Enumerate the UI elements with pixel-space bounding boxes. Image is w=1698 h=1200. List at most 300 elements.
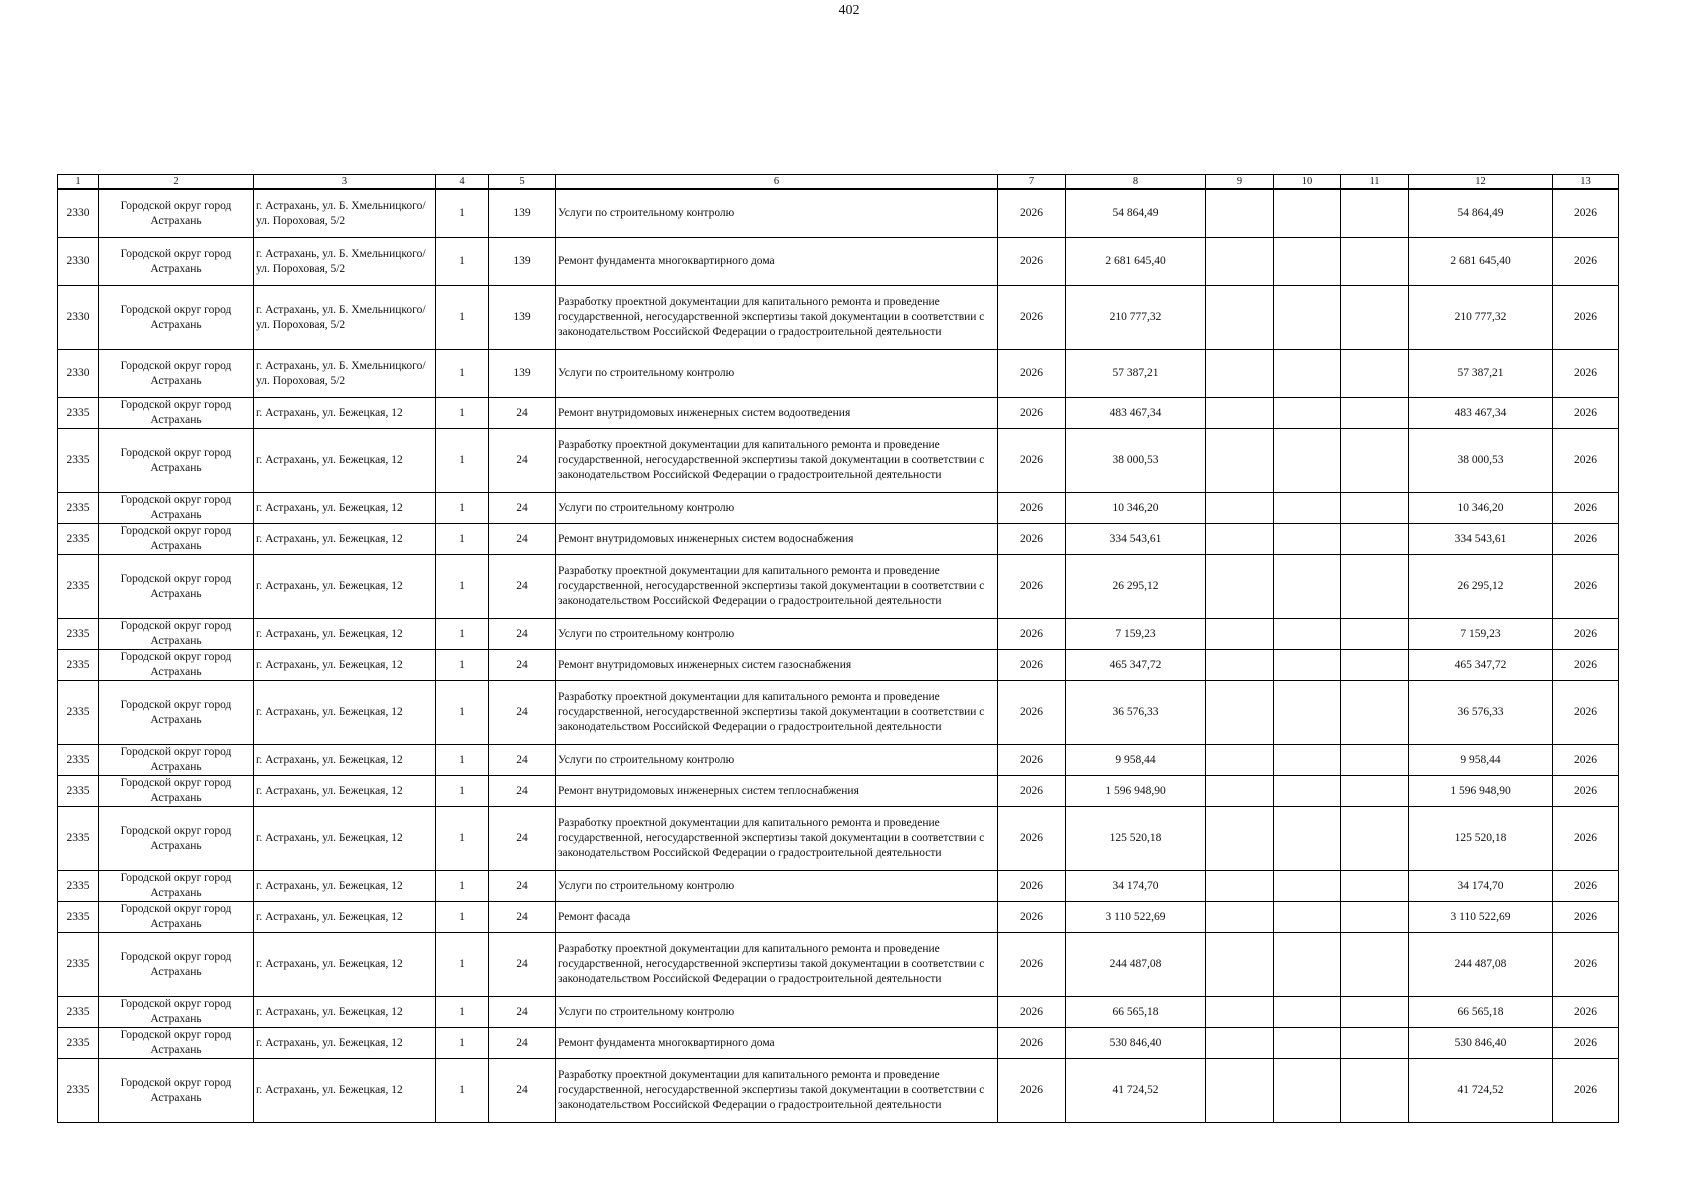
- year-cell: 2026: [998, 1059, 1066, 1123]
- col9-cell: [1206, 997, 1274, 1028]
- cost-cell: 9 958,44: [1066, 745, 1206, 776]
- col5-cell: 24: [489, 493, 556, 524]
- column-header-5: 5: [489, 175, 556, 190]
- municipality-cell: Городской округ город Астрахань: [99, 493, 254, 524]
- completion-year-cell: 2026: [1553, 871, 1619, 902]
- table-row: [58, 997, 1619, 1028]
- row-number-cell: 2335: [58, 1059, 99, 1123]
- work-type-cell: Разработку проектной документации для капитального ремонта и проведение государственной, негосударственной экспертизы такой документации в соответствии с законодательством Российской Федерации о градостроительной деятельности: [556, 1059, 998, 1123]
- table-row: [58, 429, 1619, 493]
- work-type-cell: Разработку проектной документации для капитального ремонта и проведение государственной, негосударственной экспертизы такой документации в соответствии с законодательством Российской Федерации о градостроительной деятельности: [556, 555, 998, 619]
- address-cell: г. Астрахань, ул. Бежецкая, 12: [254, 1028, 436, 1059]
- address-cell: г. Астрахань, ул. Бежецкая, 12: [254, 619, 436, 650]
- col9-cell: [1206, 807, 1274, 871]
- completion-year-cell: 2026: [1553, 524, 1619, 555]
- municipality-cell: Городской округ город Астрахань: [99, 555, 254, 619]
- col10-cell: [1274, 429, 1341, 493]
- col9-cell: [1206, 1028, 1274, 1059]
- table-header: [58, 175, 1619, 190]
- col11-cell: [1341, 776, 1409, 807]
- year-cell: 2026: [998, 997, 1066, 1028]
- col4-cell: 1: [436, 189, 489, 238]
- col5-cell: 139: [489, 286, 556, 350]
- address-cell: г. Астрахань, ул. Б. Хмельницкого/ ул. Пороховая, 5/2: [254, 238, 436, 286]
- cost-cell: 66 565,18: [1066, 997, 1206, 1028]
- completion-year-cell: 2026: [1553, 398, 1619, 429]
- col11-cell: [1341, 189, 1409, 238]
- column-header-9: 9: [1206, 175, 1274, 190]
- year-cell: 2026: [998, 933, 1066, 997]
- col9-cell: [1206, 189, 1274, 238]
- completion-year-cell: 2026: [1553, 650, 1619, 681]
- col10-cell: [1274, 1028, 1341, 1059]
- row-number-cell: 2335: [58, 493, 99, 524]
- municipality-cell: Городской округ город Астрахань: [99, 650, 254, 681]
- work-type-cell: Разработку проектной документации для капитального ремонта и проведение государственной, негосударственной экспертизы такой документации в соответствии с законодательством Российской Федерации о градостроительной деятельности: [556, 681, 998, 745]
- col5-cell: 139: [489, 238, 556, 286]
- col4-cell: 1: [436, 871, 489, 902]
- col4-cell: 1: [436, 650, 489, 681]
- total-cost-cell: 483 467,34: [1409, 398, 1553, 429]
- completion-year-cell: 2026: [1553, 429, 1619, 493]
- column-header-10: 10: [1274, 175, 1341, 190]
- table-row: [58, 398, 1619, 429]
- table-row: [58, 681, 1619, 745]
- work-type-cell: Услуги по строительному контролю: [556, 745, 998, 776]
- col9-cell: [1206, 555, 1274, 619]
- col11-cell: [1341, 350, 1409, 398]
- total-cost-cell: 465 347,72: [1409, 650, 1553, 681]
- work-type-cell: Услуги по строительному контролю: [556, 997, 998, 1028]
- col10-cell: [1274, 745, 1341, 776]
- completion-year-cell: 2026: [1553, 681, 1619, 745]
- table-row: [58, 238, 1619, 286]
- col10-cell: [1274, 493, 1341, 524]
- column-header-1: 1: [58, 175, 99, 190]
- address-cell: г. Астрахань, ул. Бежецкая, 12: [254, 1059, 436, 1123]
- municipality-cell: Городской округ город Астрахань: [99, 189, 254, 238]
- address-cell: г. Астрахань, ул. Бежецкая, 12: [254, 776, 436, 807]
- col5-cell: 24: [489, 398, 556, 429]
- column-header-13: 13: [1553, 175, 1619, 190]
- col5-cell: 24: [489, 1059, 556, 1123]
- cost-cell: 36 576,33: [1066, 681, 1206, 745]
- year-cell: 2026: [998, 238, 1066, 286]
- table-row: [58, 619, 1619, 650]
- cost-cell: 1 596 948,90: [1066, 776, 1206, 807]
- cost-cell: 2 681 645,40: [1066, 238, 1206, 286]
- col9-cell: [1206, 933, 1274, 997]
- year-cell: 2026: [998, 350, 1066, 398]
- row-number-cell: 2335: [58, 619, 99, 650]
- row-number-cell: 2335: [58, 807, 99, 871]
- col11-cell: [1341, 807, 1409, 871]
- col9-cell: [1206, 398, 1274, 429]
- col10-cell: [1274, 350, 1341, 398]
- col4-cell: 1: [436, 776, 489, 807]
- col10-cell: [1274, 807, 1341, 871]
- col4-cell: 1: [436, 1059, 489, 1123]
- col9-cell: [1206, 619, 1274, 650]
- capital-repair-table: [57, 174, 1619, 1123]
- year-cell: 2026: [998, 524, 1066, 555]
- address-cell: г. Астрахань, ул. Бежецкая, 12: [254, 429, 436, 493]
- column-header-6: 6: [556, 175, 998, 190]
- total-cost-cell: 57 387,21: [1409, 350, 1553, 398]
- total-cost-cell: 10 346,20: [1409, 493, 1553, 524]
- col4-cell: 1: [436, 902, 489, 933]
- year-cell: 2026: [998, 189, 1066, 238]
- total-cost-cell: 41 724,52: [1409, 1059, 1553, 1123]
- col5-cell: 24: [489, 650, 556, 681]
- col5-cell: 139: [489, 350, 556, 398]
- col10-cell: [1274, 398, 1341, 429]
- total-cost-cell: 530 846,40: [1409, 1028, 1553, 1059]
- col5-cell: 24: [489, 997, 556, 1028]
- table-row: [58, 776, 1619, 807]
- col9-cell: [1206, 776, 1274, 807]
- municipality-cell: Городской округ город Астрахань: [99, 1028, 254, 1059]
- col4-cell: 1: [436, 745, 489, 776]
- col11-cell: [1341, 238, 1409, 286]
- col5-cell: 24: [489, 745, 556, 776]
- table-row: [58, 933, 1619, 997]
- completion-year-cell: 2026: [1553, 350, 1619, 398]
- year-cell: 2026: [998, 776, 1066, 807]
- table-row: [58, 493, 1619, 524]
- row-number-cell: 2335: [58, 745, 99, 776]
- cost-cell: 465 347,72: [1066, 650, 1206, 681]
- municipality-cell: Городской округ город Астрахань: [99, 619, 254, 650]
- work-type-cell: Услуги по строительному контролю: [556, 619, 998, 650]
- table-row: [58, 650, 1619, 681]
- cost-cell: 7 159,23: [1066, 619, 1206, 650]
- col9-cell: [1206, 429, 1274, 493]
- col11-cell: [1341, 1028, 1409, 1059]
- col9-cell: [1206, 650, 1274, 681]
- work-type-cell: Ремонт внутридомовых инженерных систем водоотведения: [556, 398, 998, 429]
- address-cell: г. Астрахань, ул. Бежецкая, 12: [254, 871, 436, 902]
- work-type-cell: Ремонт фундамента многоквартирного дома: [556, 238, 998, 286]
- work-type-cell: Разработку проектной документации для капитального ремонта и проведение государственной, негосударственной экспертизы такой документации в соответствии с законодательством Российской Федерации о градостроительной деятельности: [556, 286, 998, 350]
- cost-cell: 3 110 522,69: [1066, 902, 1206, 933]
- row-number-cell: 2335: [58, 429, 99, 493]
- col11-cell: [1341, 429, 1409, 493]
- row-number-cell: 2330: [58, 286, 99, 350]
- col10-cell: [1274, 524, 1341, 555]
- municipality-cell: Городской округ город Астрахань: [99, 238, 254, 286]
- total-cost-cell: 36 576,33: [1409, 681, 1553, 745]
- col11-cell: [1341, 933, 1409, 997]
- municipality-cell: Городской округ город Астрахань: [99, 681, 254, 745]
- table-body: [58, 189, 1619, 1123]
- col10-cell: [1274, 871, 1341, 902]
- address-cell: г. Астрахань, ул. Бежецкая, 12: [254, 745, 436, 776]
- row-number-cell: 2335: [58, 555, 99, 619]
- total-cost-cell: 26 295,12: [1409, 555, 1553, 619]
- row-number-cell: 2335: [58, 1028, 99, 1059]
- municipality-cell: Городской округ город Астрахань: [99, 745, 254, 776]
- col5-cell: 24: [489, 619, 556, 650]
- row-number-cell: 2335: [58, 398, 99, 429]
- total-cost-cell: 38 000,53: [1409, 429, 1553, 493]
- completion-year-cell: 2026: [1553, 286, 1619, 350]
- col4-cell: 1: [436, 555, 489, 619]
- completion-year-cell: 2026: [1553, 745, 1619, 776]
- row-number-cell: 2330: [58, 350, 99, 398]
- work-type-cell: Ремонт внутридомовых инженерных систем теплоснабжения: [556, 776, 998, 807]
- completion-year-cell: 2026: [1553, 807, 1619, 871]
- col11-cell: [1341, 871, 1409, 902]
- total-cost-cell: 54 864,49: [1409, 189, 1553, 238]
- year-cell: 2026: [998, 429, 1066, 493]
- municipality-cell: Городской округ город Астрахань: [99, 398, 254, 429]
- col11-cell: [1341, 650, 1409, 681]
- column-header-3: 3: [254, 175, 436, 190]
- cost-cell: 34 174,70: [1066, 871, 1206, 902]
- cost-cell: 41 724,52: [1066, 1059, 1206, 1123]
- municipality-cell: Городской округ город Астрахань: [99, 933, 254, 997]
- total-cost-cell: 34 174,70: [1409, 871, 1553, 902]
- completion-year-cell: 2026: [1553, 493, 1619, 524]
- column-header-4: 4: [436, 175, 489, 190]
- col9-cell: [1206, 286, 1274, 350]
- row-number-cell: 2335: [58, 776, 99, 807]
- work-type-cell: Услуги по строительному контролю: [556, 189, 998, 238]
- col10-cell: [1274, 555, 1341, 619]
- address-cell: г. Астрахань, ул. Бежецкая, 12: [254, 555, 436, 619]
- cost-cell: 54 864,49: [1066, 189, 1206, 238]
- col10-cell: [1274, 776, 1341, 807]
- col9-cell: [1206, 493, 1274, 524]
- col10-cell: [1274, 681, 1341, 745]
- work-type-cell: Ремонт фундамента многоквартирного дома: [556, 1028, 998, 1059]
- col10-cell: [1274, 619, 1341, 650]
- page-number: 402: [838, 3, 860, 18]
- year-cell: 2026: [998, 398, 1066, 429]
- municipality-cell: Городской округ город Астрахань: [99, 286, 254, 350]
- work-type-cell: Ремонт внутридомовых инженерных систем водоснабжения: [556, 524, 998, 555]
- col4-cell: 1: [436, 524, 489, 555]
- col11-cell: [1341, 619, 1409, 650]
- completion-year-cell: 2026: [1553, 902, 1619, 933]
- table-row: [58, 524, 1619, 555]
- year-cell: 2026: [998, 286, 1066, 350]
- work-type-cell: Разработку проектной документации для капитального ремонта и проведение государственной, негосударственной экспертизы такой документации в соответствии с законодательством Российской Федерации о градостроительной деятельности: [556, 933, 998, 997]
- total-cost-cell: 3 110 522,69: [1409, 902, 1553, 933]
- table-row: [58, 555, 1619, 619]
- year-cell: 2026: [998, 871, 1066, 902]
- col10-cell: [1274, 286, 1341, 350]
- completion-year-cell: 2026: [1553, 997, 1619, 1028]
- col10-cell: [1274, 1059, 1341, 1123]
- col4-cell: 1: [436, 238, 489, 286]
- col10-cell: [1274, 902, 1341, 933]
- total-cost-cell: 9 958,44: [1409, 745, 1553, 776]
- cost-cell: 125 520,18: [1066, 807, 1206, 871]
- cost-cell: 483 467,34: [1066, 398, 1206, 429]
- table-row: [58, 189, 1619, 238]
- col5-cell: 24: [489, 429, 556, 493]
- row-number-cell: 2335: [58, 902, 99, 933]
- municipality-cell: Городской округ город Астрахань: [99, 871, 254, 902]
- address-cell: г. Астрахань, ул. Бежецкая, 12: [254, 493, 436, 524]
- col5-cell: 24: [489, 933, 556, 997]
- col4-cell: 1: [436, 286, 489, 350]
- municipality-cell: Городской округ город Астрахань: [99, 524, 254, 555]
- completion-year-cell: 2026: [1553, 933, 1619, 997]
- year-cell: 2026: [998, 902, 1066, 933]
- address-cell: г. Астрахань, ул. Бежецкая, 12: [254, 807, 436, 871]
- col5-cell: 24: [489, 681, 556, 745]
- col10-cell: [1274, 933, 1341, 997]
- col4-cell: 1: [436, 619, 489, 650]
- col5-cell: 139: [489, 189, 556, 238]
- col11-cell: [1341, 745, 1409, 776]
- col5-cell: 24: [489, 524, 556, 555]
- table-row: [58, 1059, 1619, 1123]
- col11-cell: [1341, 997, 1409, 1028]
- address-cell: г. Астрахань, ул. Бежецкая, 12: [254, 398, 436, 429]
- cost-cell: 26 295,12: [1066, 555, 1206, 619]
- total-cost-cell: 7 159,23: [1409, 619, 1553, 650]
- completion-year-cell: 2026: [1553, 189, 1619, 238]
- year-cell: 2026: [998, 555, 1066, 619]
- col4-cell: 1: [436, 398, 489, 429]
- address-cell: г. Астрахань, ул. Бежецкая, 12: [254, 650, 436, 681]
- cost-cell: 10 346,20: [1066, 493, 1206, 524]
- municipality-cell: Городской округ город Астрахань: [99, 1059, 254, 1123]
- address-cell: г. Астрахань, ул. Бежецкая, 12: [254, 902, 436, 933]
- col11-cell: [1341, 902, 1409, 933]
- col9-cell: [1206, 871, 1274, 902]
- col5-cell: 24: [489, 1028, 556, 1059]
- total-cost-cell: 66 565,18: [1409, 997, 1553, 1028]
- col9-cell: [1206, 350, 1274, 398]
- year-cell: 2026: [998, 1028, 1066, 1059]
- cost-cell: 210 777,32: [1066, 286, 1206, 350]
- col4-cell: 1: [436, 429, 489, 493]
- total-cost-cell: 210 777,32: [1409, 286, 1553, 350]
- year-cell: 2026: [998, 493, 1066, 524]
- cost-cell: 57 387,21: [1066, 350, 1206, 398]
- work-type-cell: Услуги по строительному контролю: [556, 350, 998, 398]
- col4-cell: 1: [436, 350, 489, 398]
- col5-cell: 24: [489, 871, 556, 902]
- work-type-cell: Ремонт внутридомовых инженерных систем газоснабжения: [556, 650, 998, 681]
- row-number-cell: 2335: [58, 524, 99, 555]
- col11-cell: [1341, 555, 1409, 619]
- col5-cell: 24: [489, 555, 556, 619]
- municipality-cell: Городской округ город Астрахань: [99, 807, 254, 871]
- col10-cell: [1274, 650, 1341, 681]
- column-header-8: 8: [1066, 175, 1206, 190]
- address-cell: г. Астрахань, ул. Бежецкая, 12: [254, 524, 436, 555]
- work-type-cell: Услуги по строительному контролю: [556, 493, 998, 524]
- cost-cell: 244 487,08: [1066, 933, 1206, 997]
- col10-cell: [1274, 997, 1341, 1028]
- col9-cell: [1206, 1059, 1274, 1123]
- row-number-cell: 2330: [58, 238, 99, 286]
- row-number-cell: 2330: [58, 189, 99, 238]
- completion-year-cell: 2026: [1553, 1059, 1619, 1123]
- col11-cell: [1341, 493, 1409, 524]
- address-cell: г. Астрахань, ул. Бежецкая, 12: [254, 933, 436, 997]
- col11-cell: [1341, 1059, 1409, 1123]
- year-cell: 2026: [998, 619, 1066, 650]
- cost-cell: 38 000,53: [1066, 429, 1206, 493]
- col9-cell: [1206, 524, 1274, 555]
- year-cell: 2026: [998, 681, 1066, 745]
- table-row: [58, 871, 1619, 902]
- col11-cell: [1341, 398, 1409, 429]
- municipality-cell: Городской округ город Астрахань: [99, 902, 254, 933]
- total-cost-cell: 125 520,18: [1409, 807, 1553, 871]
- total-cost-cell: 244 487,08: [1409, 933, 1553, 997]
- year-cell: 2026: [998, 807, 1066, 871]
- col5-cell: 24: [489, 776, 556, 807]
- col4-cell: 1: [436, 997, 489, 1028]
- completion-year-cell: 2026: [1553, 776, 1619, 807]
- col4-cell: 1: [436, 493, 489, 524]
- col4-cell: 1: [436, 807, 489, 871]
- col9-cell: [1206, 681, 1274, 745]
- municipality-cell: Городской округ город Астрахань: [99, 997, 254, 1028]
- total-cost-cell: 1 596 948,90: [1409, 776, 1553, 807]
- work-type-cell: Разработку проектной документации для капитального ремонта и проведение государственной, негосударственной экспертизы такой документации в соответствии с законодательством Российской Федерации о градостроительной деятельности: [556, 807, 998, 871]
- address-cell: г. Астрахань, ул. Б. Хмельницкого/ ул. Пороховая, 5/2: [254, 286, 436, 350]
- column-header-12: 12: [1409, 175, 1553, 190]
- col11-cell: [1341, 524, 1409, 555]
- col4-cell: 1: [436, 933, 489, 997]
- completion-year-cell: 2026: [1553, 555, 1619, 619]
- total-cost-cell: 2 681 645,40: [1409, 238, 1553, 286]
- table-row: [58, 902, 1619, 933]
- row-number-cell: 2335: [58, 871, 99, 902]
- col4-cell: 1: [436, 681, 489, 745]
- address-cell: г. Астрахань, ул. Б. Хмельницкого/ ул. Пороховая, 5/2: [254, 189, 436, 238]
- table-row: [58, 807, 1619, 871]
- cost-cell: 530 846,40: [1066, 1028, 1206, 1059]
- year-cell: 2026: [998, 745, 1066, 776]
- column-header-11: 11: [1341, 175, 1409, 190]
- table-row: [58, 350, 1619, 398]
- completion-year-cell: 2026: [1553, 238, 1619, 286]
- col11-cell: [1341, 286, 1409, 350]
- table-row: [58, 745, 1619, 776]
- row-number-cell: 2335: [58, 933, 99, 997]
- col10-cell: [1274, 238, 1341, 286]
- row-number-cell: 2335: [58, 997, 99, 1028]
- work-type-cell: Ремонт фасада: [556, 902, 998, 933]
- col9-cell: [1206, 238, 1274, 286]
- total-cost-cell: 334 543,61: [1409, 524, 1553, 555]
- year-cell: 2026: [998, 650, 1066, 681]
- address-cell: г. Астрахань, ул. Бежецкая, 12: [254, 681, 436, 745]
- address-cell: г. Астрахань, ул. Бежецкая, 12: [254, 997, 436, 1028]
- row-number-cell: 2335: [58, 650, 99, 681]
- table-row: [58, 286, 1619, 350]
- column-header-2: 2: [99, 175, 254, 190]
- col9-cell: [1206, 745, 1274, 776]
- row-number-cell: 2335: [58, 681, 99, 745]
- municipality-cell: Городской округ город Астрахань: [99, 350, 254, 398]
- municipality-cell: Городской округ город Астрахань: [99, 776, 254, 807]
- completion-year-cell: 2026: [1553, 1028, 1619, 1059]
- work-type-cell: Разработку проектной документации для капитального ремонта и проведение государственной, негосударственной экспертизы такой документации в соответствии с законодательством Российской Федерации о градостроительной деятельности: [556, 429, 998, 493]
- column-header-7: 7: [998, 175, 1066, 190]
- col11-cell: [1341, 681, 1409, 745]
